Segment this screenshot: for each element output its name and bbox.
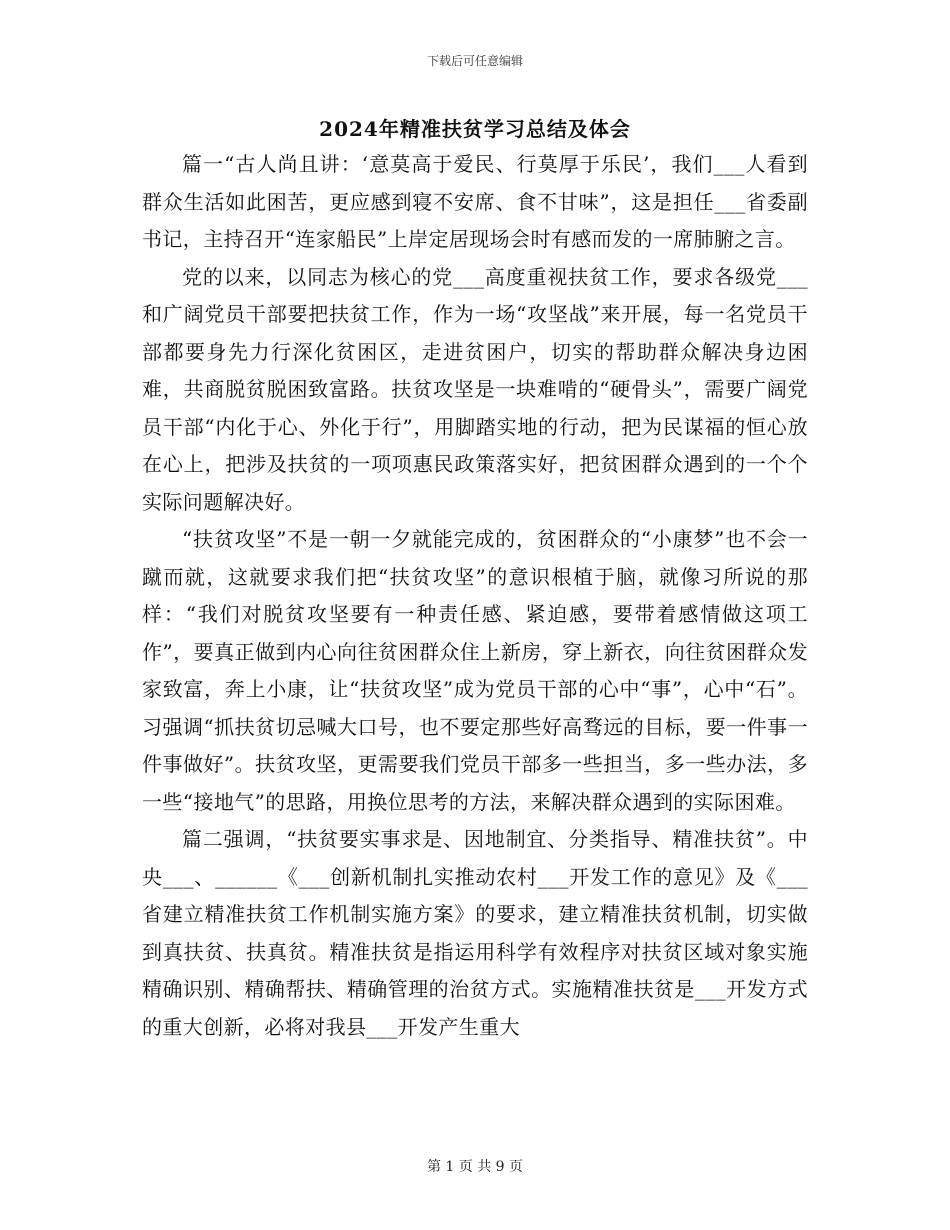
paragraph-1: 篇一“古人尚且讲：‘意莫高于爱民、行莫厚于乐民’，我们___人看到群众生活如此困苦，更应感到寝不安席、食不甘味”，这是担任___省委副书记，主持召开“连家船民”上岸定居现场会时有感而发的一席肺腑之言。: [142, 152, 808, 251]
paragraph-2: 党的以来，以同志为核心的党___高度重视扶贫工作，要求各级党___和广阔党员干部要把扶贫工作，作为一场“攻坚战”来开展，每一名党员干部都要身先力行深化贫困区，走进贫困户，切实的帮助群众解决身边困难，共商脱贫脱困致富路。扶贫攻坚是一块难啃的“硬骨头”，需要广阔党员干部“内化于心、外化于行”，用脚踏实地的行动，把为民谋福的恒心放在心上，把涉及扶贫的一项项惠民政策落实好，把贫困群众遇到的一个个实际问题解决好。: [142, 264, 808, 514]
page-number: 第 1 页 共 9 页: [426, 1159, 524, 1175]
document-body: [142, 146, 808, 1046]
paragraph-3: “扶贫攻坚”不是一朝一夕就能完成的，贫困群众的“小康梦”也不会一蹴而就，这就要求我们把“扶贫攻坚”的意识根植于脑，就像习所说的那样：“我们对脱贫攻坚要有一种责任感、紧迫感，要带着感情做这项工作”，要真正做到内心向往贫困群众住上新房，穿上新衣，向往贫困群众发家致富，奔上小康，让“扶贫攻坚”成为党员干部的心中“事”，心中“石”。习强调“抓扶贫切忌喊大口号，也不要定那些好高骛远的目标，要一件事一件事做好”。扶贫攻坚，更需要我们党员干部多一些担当，多一些办法，多一些“接地气”的思路，用换位思考的方法，来解决群众遇到的实际困难。: [142, 527, 808, 814]
page-header-note: 下载后可任意编辑: [426, 54, 523, 68]
paragraph-4: 篇二强调，“扶贫要实事求是、因地制宜、分类指导、精准扶贫”。中央___、______《___创新机制扎实推动农村___开发工作的意见》及《___省建立精准扶贫工作机制实施方案》的要求，建立精准扶贫机制，切实做到真扶贫、扶真贫。精准扶贫是指运用科学有效程序对扶贫区域对象实施精确识别、精确帮扶、精确管理的治贫方式。实施精准扶贫是___开发方式的重大创新，必将对我县___开发产生重大: [142, 827, 808, 1039]
document-title: 2024年精准扶贫学习总结及体会: [319, 117, 631, 141]
